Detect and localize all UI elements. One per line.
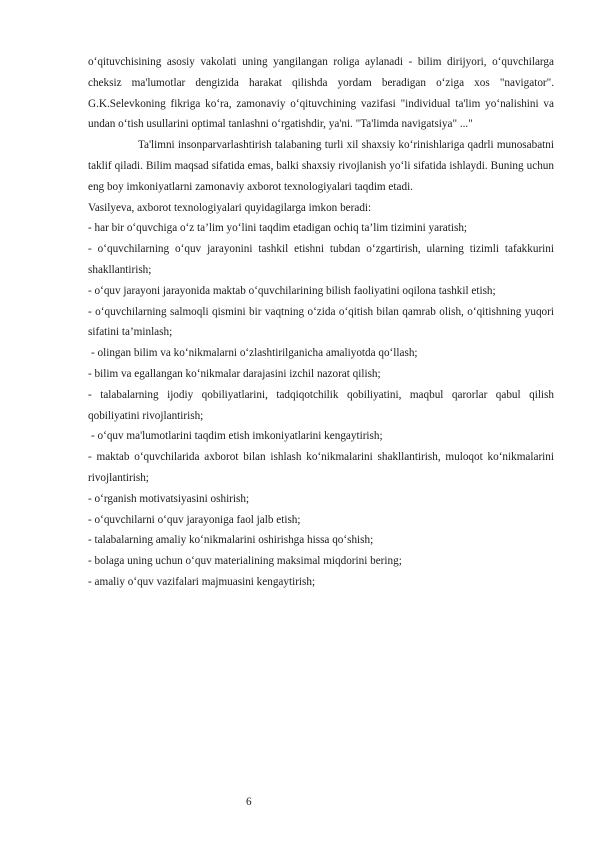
list-item: - talabalarning ijodiy qobiliyatlarini, tadqiqotchilik qobiliyatini, maqbul qarorlar qabul qilish qobiliyatini rivojlantirish; bbox=[88, 388, 554, 422]
paragraph-humanization: Ta'limni insonparvarlashtirish talabaning turli xil shaxsiy ko‘rinishlariga qadrli munosabatni taklif qiladi. Bilim maqsad sifatida emas, balki shaxsiy rivojlanish yo‘li sifatida ishlaydi. Buning uchun eng boy imkoniyatlarni zamonaviy axborot texnologiyalari taqdim etadi. bbox=[88, 139, 554, 193]
list-item: - har bir o‘quvchiga o‘z ta’lim yo‘lini taqdim etadigan ochiq ta’lim tizimini yaratish; bbox=[88, 222, 468, 235]
list-item: - bolaga uning uchun o‘quv materialining maksimal miqdorini bering; bbox=[88, 555, 402, 568]
list-item: - o‘quv jarayoni jarayonida maktab o‘quvchilarining bilish faoliyatini oqilona tashkil etish; bbox=[88, 284, 496, 297]
list-item: - amaliy o‘quv vazifalari majmuasini kengaytirish; bbox=[88, 575, 316, 588]
list-item: - o‘quvchilarni o‘quv jarayoniga faol jalb etish; bbox=[88, 513, 301, 526]
list-item: - maktab o‘quvchilarida axborot bilan ishlash ko‘nikmalarini shakllantirish, muloqot ko‘nikmalarini rivojlantirish; bbox=[88, 451, 554, 484]
document-body bbox=[88, 52, 554, 593]
list-item: - o‘rganish motivatsiyasini oshirish; bbox=[88, 492, 250, 505]
list-item: - talabalarning amaliy ko‘nikmalarini oshirishga hissa qo‘shish; bbox=[88, 534, 374, 547]
paragraph-intro: o‘qituvchisining asosiy vakolati uning yangilangan roliga aylanadi - bilim dirijyori, o‘quvchilarga cheksiz ma'lumotlar dengizida harakat qilishda yordam beradigan o‘ziga xos "navigator". G.K.Selevkoning fikriga ko‘ra, zamonaviy o‘qituvchining vazifasi "individual ta'lim yo‘nalishini va undan o‘tish usullarini optimal tanlashni o‘rgatishdir, ya'ni. "Ta'limda navigatsiya" ..." bbox=[88, 56, 554, 131]
list-item: - bilim va egallangan ko‘nikmalar darajasini izchil nazorat qilish; bbox=[88, 367, 381, 380]
paragraph-list-intro: Vasilyeva, axborot texnologiyalari quyidagilarga imkon beradi: bbox=[88, 201, 372, 214]
list-item: - o‘quvchilarning salmoqli qismini bir vaqtning o‘zida o‘qitish bilan qamrab olish, o‘qitishning yuqori sifatini ta’minlash; bbox=[88, 305, 554, 339]
list-item: - o‘quv ma'lumotlarini taqdim etish imkoniyatlarini kengaytirish; bbox=[91, 430, 383, 443]
list-item: - o‘quvchilarning o‘quv jarayonini tashkil etishni tubdan o‘zgartirish, ularning tizimli tafakkurini shakllantirish; bbox=[88, 243, 554, 276]
list-item: - olingan bilim va ko‘nikmalarni o‘zlashtirilganicha amaliyotda qo‘llash; bbox=[91, 347, 418, 360]
page-number: 6 bbox=[246, 796, 252, 808]
